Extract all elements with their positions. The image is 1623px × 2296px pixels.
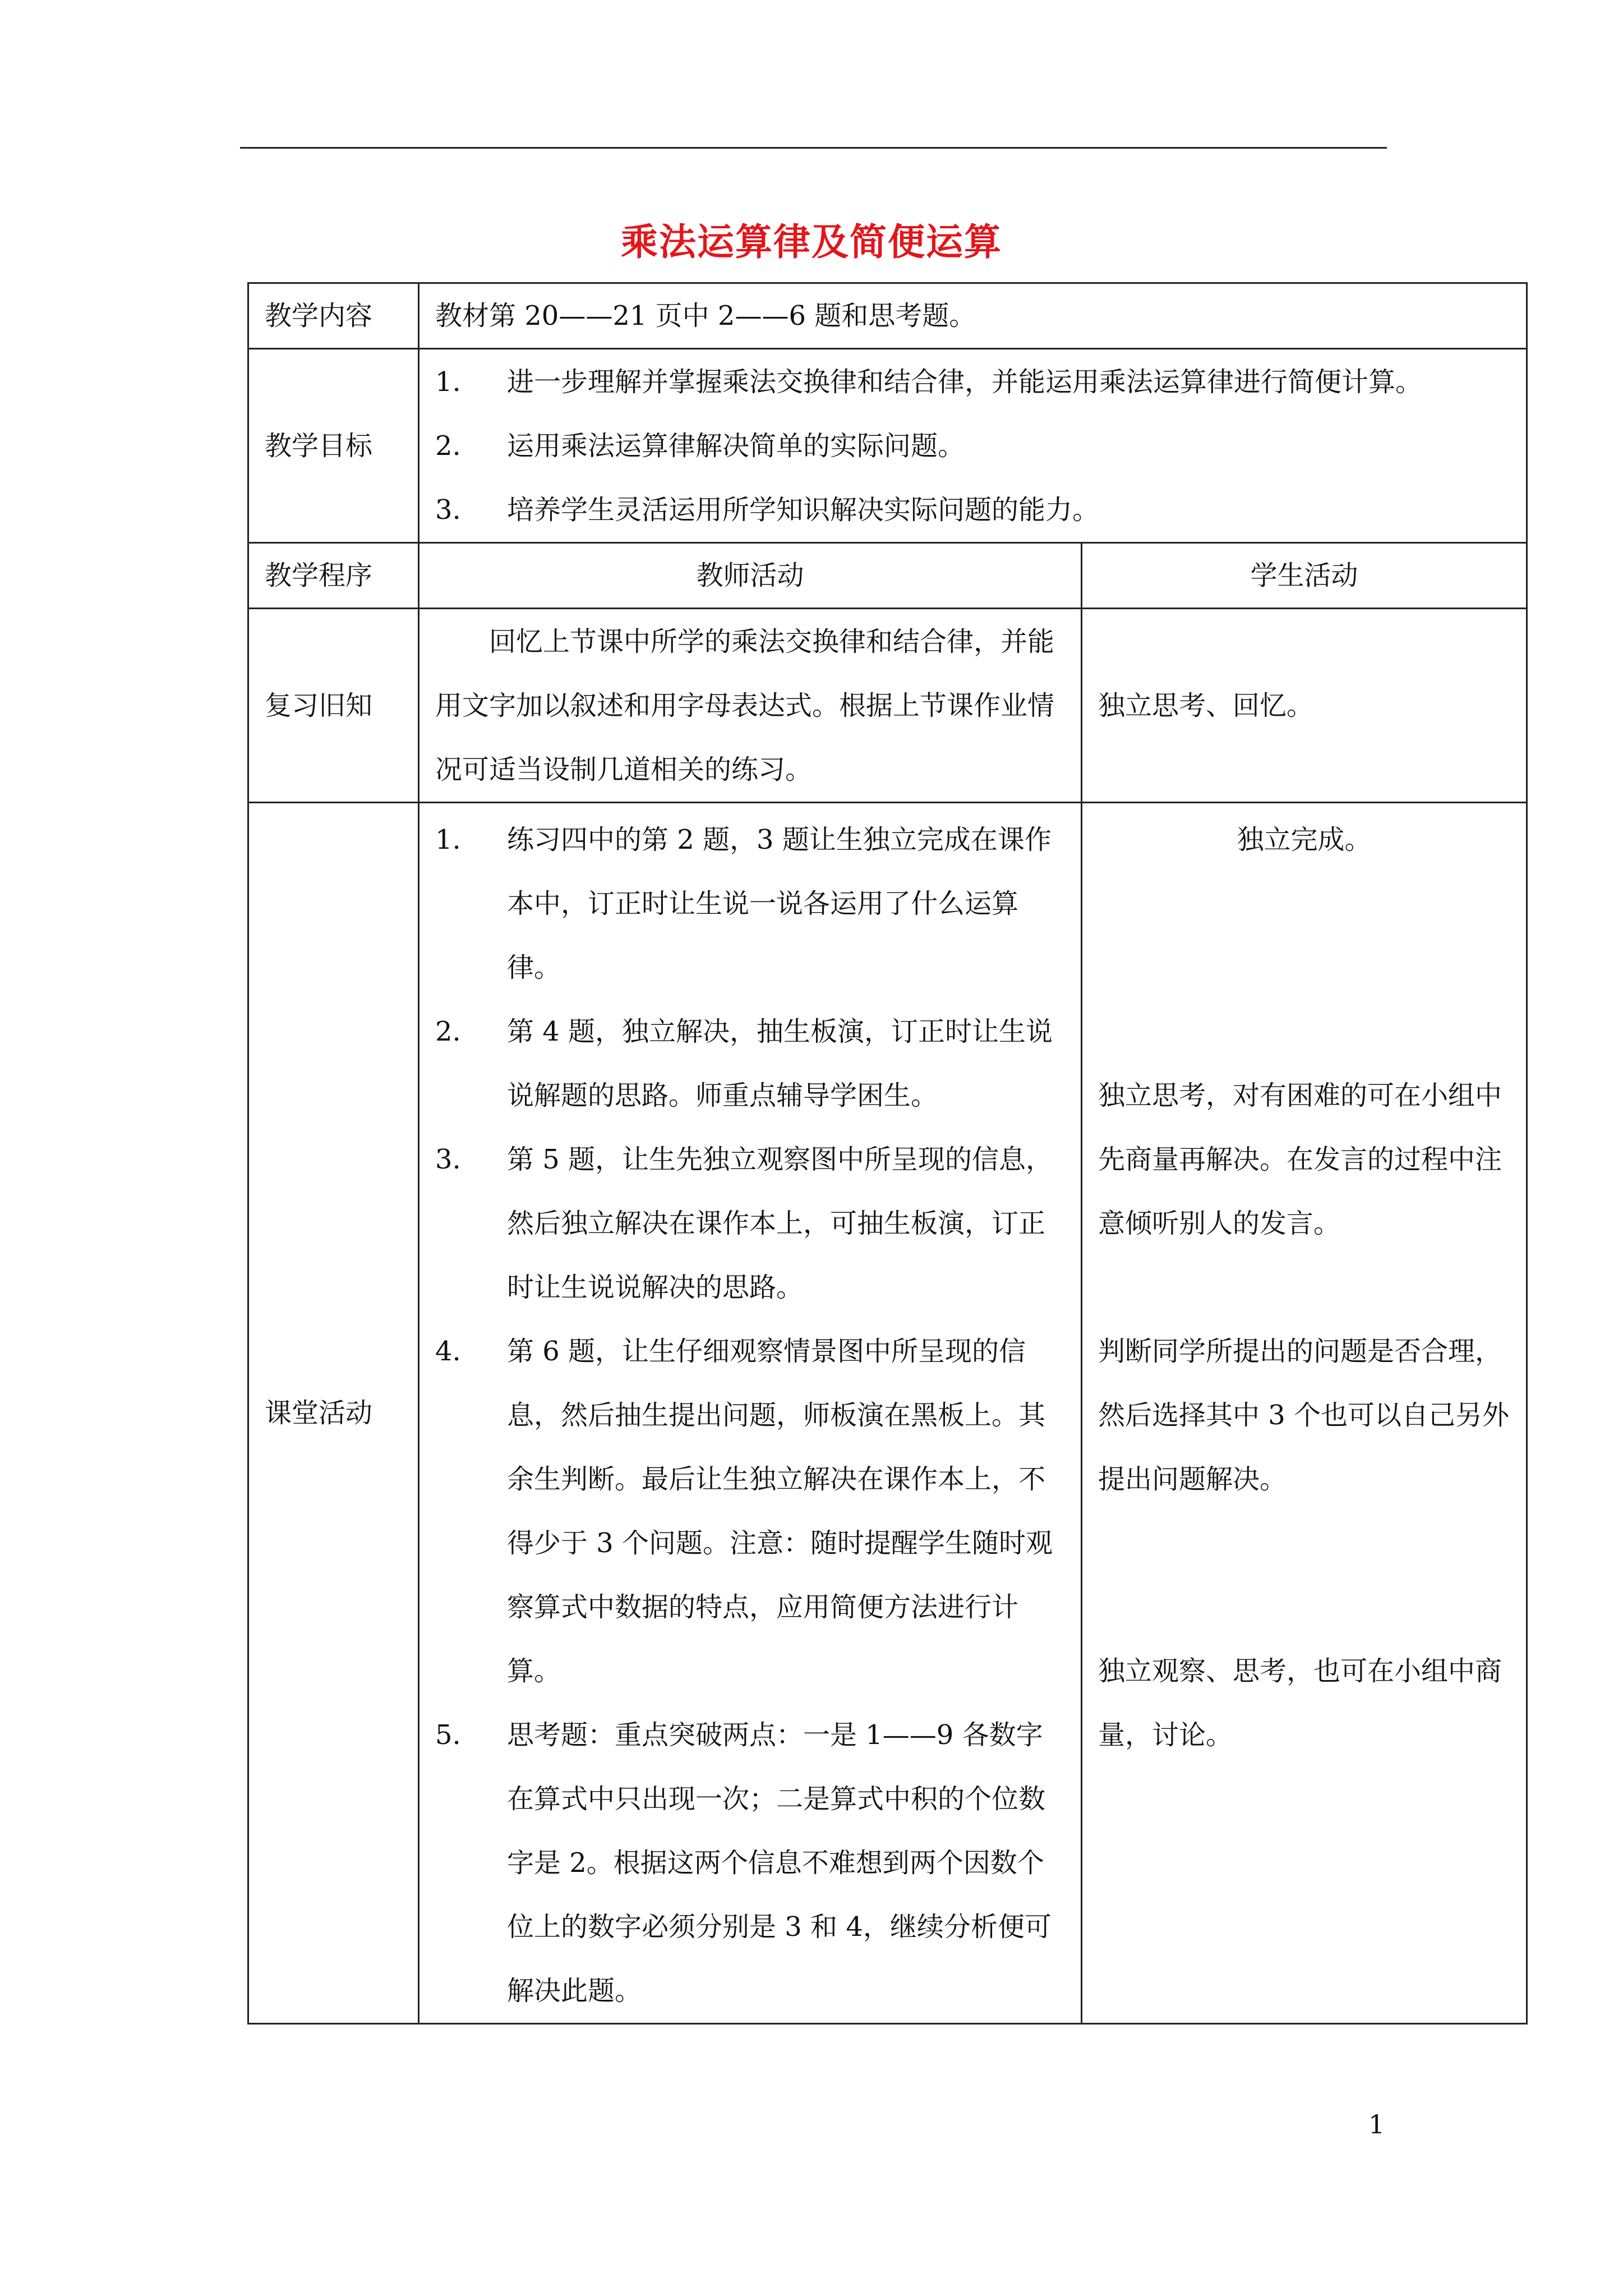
class-teacher bbox=[419, 803, 1082, 2024]
list-item: 2. 运用乘法运算律解决简单的实际问题。 bbox=[435, 430, 965, 462]
list-item: 3. 第 5 题，让生先独立观察图中所呈现的信息，然后独立解决在课作本上，可抽生板演，订正时让生说说解决的思路。 bbox=[435, 1144, 1053, 1303]
row-content bbox=[248, 283, 1527, 349]
header-rule bbox=[240, 147, 1387, 149]
header-procedure: 教学程序 bbox=[248, 543, 419, 609]
list-item: 1. 练习四中的第 2 题，3 题让生独立完成在课作本中，订正时让生说一说各运用了什么运算律。 bbox=[435, 824, 1052, 983]
document-title: 乘法运算律及简便运算 bbox=[621, 220, 1002, 264]
student-activity-4: 判断同学所提出的问题是否合理，然后选择其中 3 个也可以自己另外提出问题解决。 bbox=[1098, 1336, 1510, 1495]
student-activity-5: 独立观察、思考，也可在小组中商量，讨论。 bbox=[1098, 1655, 1502, 1751]
review-student: 独立思考、回忆。 bbox=[1082, 609, 1527, 803]
header-student: 学生活动 bbox=[1082, 543, 1527, 609]
class-teacher-list bbox=[435, 808, 1065, 2023]
list-item: 4. 第 6 题，让生仔细观察情景图中所呈现的信息，然后抽生提出问题，师板演在黑板上。其余生判断。最后让生独立解决在课作本上，不得少于 3 个问题。注意：随时提醒学生随时观察算式中数据的特点，应用简便方法进行计算。 bbox=[435, 1336, 1053, 1687]
goals-list bbox=[435, 350, 1510, 542]
content-text: 教材第 20——21 页中 2——6 题和思考题。 bbox=[419, 283, 1527, 349]
row-class-activity bbox=[248, 803, 1527, 2024]
row-label-goals: 教学目标 bbox=[248, 349, 419, 543]
row-review bbox=[248, 609, 1527, 803]
student-activity-1: 独立完成。 bbox=[1237, 824, 1372, 855]
lesson-plan-table bbox=[247, 282, 1528, 2024]
row-label-class: 课堂活动 bbox=[248, 803, 419, 2024]
page-number: 1 bbox=[1368, 2109, 1385, 2139]
student-activity-3: 独立思考，对有困难的可在小组中先商量再解决。在发言的过程中注意倾听别人的发言。 bbox=[1098, 1080, 1502, 1239]
class-student bbox=[1082, 803, 1527, 2024]
row-label-review: 复习旧知 bbox=[248, 609, 419, 803]
row-goals bbox=[248, 349, 1527, 543]
row-header bbox=[248, 543, 1527, 609]
list-item: 3. 培养学生灵活运用所学知识解决实际问题的能力。 bbox=[435, 494, 1100, 526]
list-item: 1. 进一步理解并掌握乘法交换律和结合律，并能运用乘法运算律进行简便计算。 bbox=[435, 366, 1423, 398]
review-teacher: 回忆上节课中所学的乘法交换律和结合律，并能用文字加以叙述和用字母表达式。根据上节课作业情况可适当设制几道相关的练习。 bbox=[419, 609, 1082, 803]
list-item: 2. 第 4 题，独立解决，抽生板演，订正时让生说说解题的思路。师重点辅导学困生。 bbox=[435, 1016, 1053, 1111]
list-item: 5. 思考题：重点突破两点：一是 1——9 各数字在算式中只出现一次；二是算式中积的个位数字是 2。根据这两个信息不难想到两个因数个位上的数字必须分别是 3 和 4，继续分析便可解决此题。 bbox=[435, 1719, 1052, 2007]
goals-cell bbox=[419, 349, 1527, 543]
header-teacher: 教师活动 bbox=[419, 543, 1082, 609]
row-label-content: 教学内容 bbox=[248, 283, 419, 349]
